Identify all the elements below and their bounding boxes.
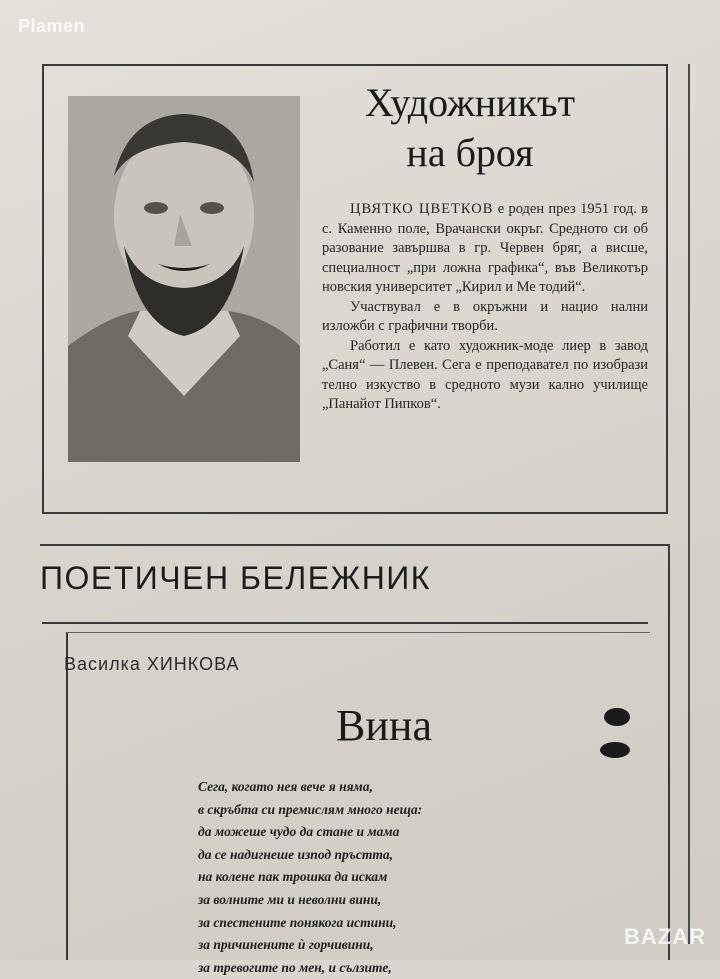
poem-title: Вина [336, 701, 432, 750]
poem-line: да се надигнеше изпод пръстта, [198, 846, 393, 862]
headline-line-2: на броя [406, 130, 534, 175]
artist-bio [322, 200, 648, 415]
headline [320, 78, 620, 178]
bio-paragraph-2: Участвувал е в окръжни и нацио нални изложби с графични творби. [322, 298, 648, 334]
poem-line: за тревогите по мен, и сълзите, [198, 959, 392, 975]
artist-name: ЦВЯТКО ЦВЕТКОВ [350, 201, 494, 217]
poem-author: Василка ХИНКОВА [64, 654, 240, 674]
bio-paragraph-1-text: е роден през 1951 год. в с. Каменно поле, Врачански окръг. Средното си об разование завършва в гр. Червен бряг, а висше, специалност „при ложна графика“, във Великотър новския университет „Кирил и Ме тодий“. [322, 201, 648, 295]
poem-line: да можеше чудо да стане и мама [198, 824, 400, 840]
section-title: ПОЕТИЧЕН БЕЛЕЖНИК [40, 560, 431, 596]
poem-line: на колене пак трошка да искам [198, 869, 388, 885]
artist-photo [68, 96, 300, 462]
poem-text [198, 776, 498, 979]
ink-blot [604, 708, 630, 726]
bio-paragraph-3: Работил е като художник-моде лиер в завод „Саня“ — Плевен. Сега е преподавател по изобрази телно изкуство в средното музи кално училище „Панайот Пипков“. [322, 337, 648, 412]
watermark-bottom: BAZAR [624, 924, 706, 949]
section-rule [42, 622, 648, 624]
poem-line: за причинените ѝ горчивини, [198, 937, 374, 953]
headline-line-1: Художникът [364, 80, 576, 125]
poem-line: за спестените понякога истини, [198, 914, 397, 930]
poem-line: в скръбта си премислям много неща: [198, 801, 423, 817]
column-rule [688, 64, 690, 944]
portrait-image [68, 96, 300, 462]
poem-line: Сега, когато нея вече я няма, [198, 779, 373, 794]
ink-blot [600, 742, 630, 758]
watermark-top: Plamen [18, 16, 86, 36]
bio-paragraph-1 [322, 200, 648, 298]
poem-line: за волните ми и неволни вини, [198, 891, 382, 907]
